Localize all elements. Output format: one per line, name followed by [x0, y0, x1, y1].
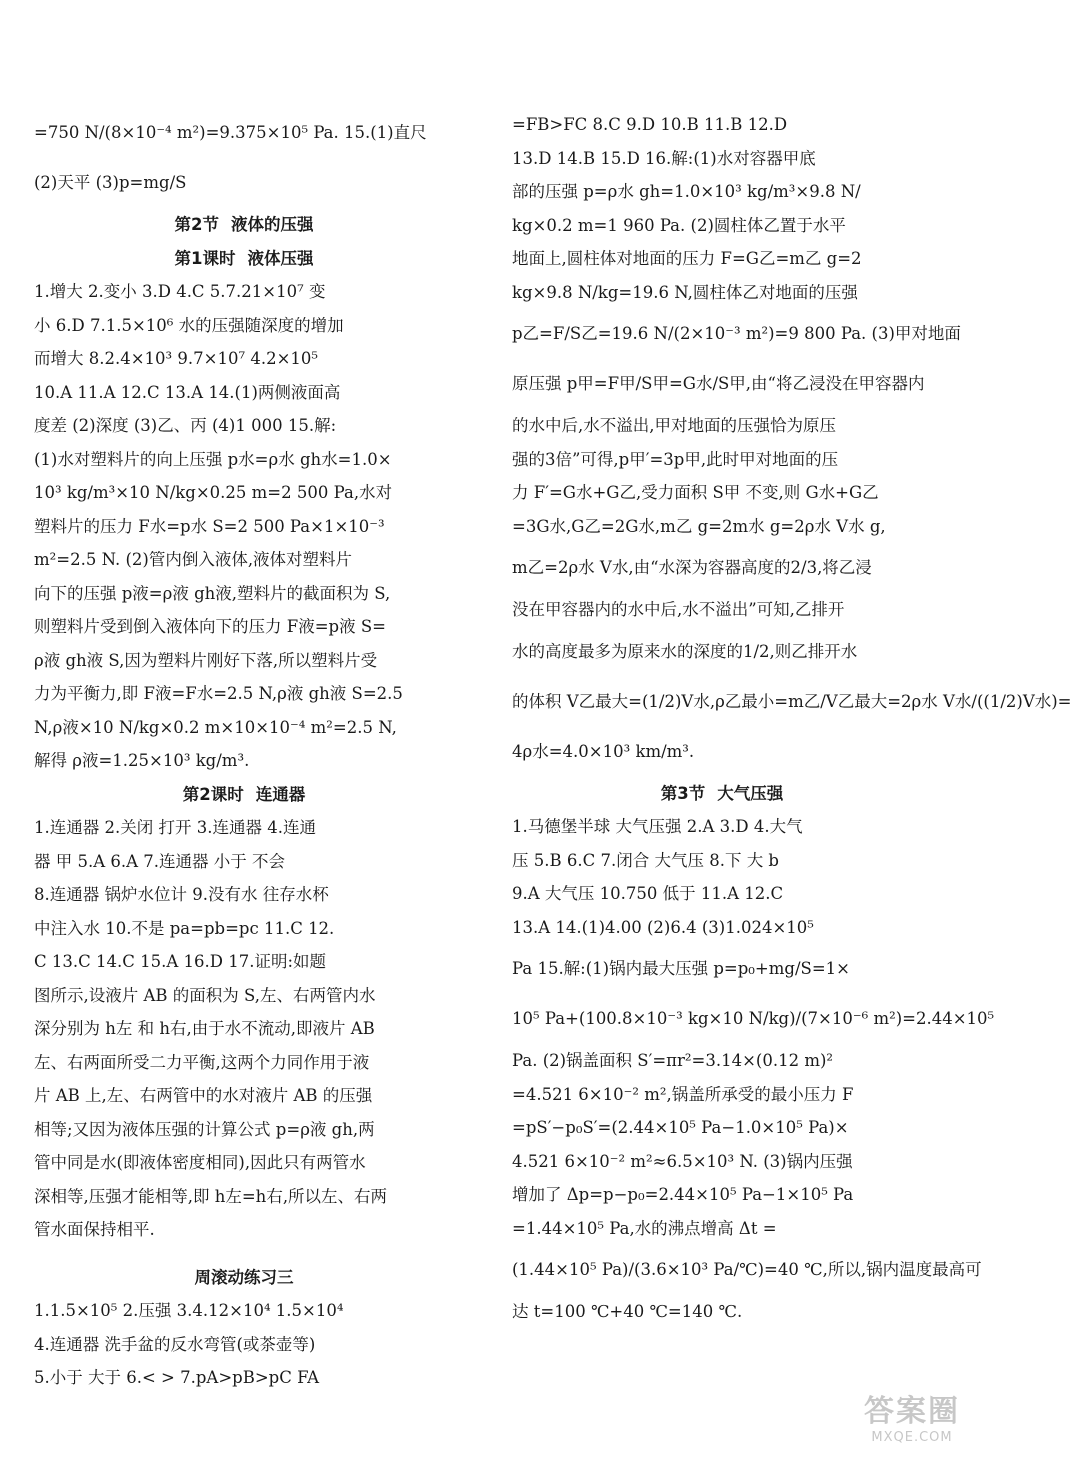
answer-line: 4.连通器 洗手盆的反水弯管(或茶壶等): [34, 1334, 316, 1354]
answer-line: 部的压强 p=ρ水 gh=1.0×10³ kg/m³×9.8 N/: [512, 182, 861, 201]
answer-line: 力 F′=G水+G乙,受力面积 S甲 不变,则 G水+G乙: [512, 483, 879, 502]
answer-line: 1.1.5×10⁵ 2.压强 3.4.12×10⁴ 1.5×10⁴: [34, 1301, 344, 1320]
lesson-heading: 第1课时 液体压强: [174, 248, 314, 268]
answer-line: =3G水,G乙=2G水,m乙 g=2m水 g=2ρ水 V水 g,: [512, 516, 886, 536]
answer-line: 10⁵ Pa+(100.8×10⁻³ kg×10 N/kg)/(7×10⁻⁶ m²)=2.44×10⁵: [512, 1009, 995, 1028]
lesson-heading: 第2课时 连通器: [182, 784, 306, 804]
answer-line: 没在甲容器内的水中后,水不溢出”可知,乙排开: [512, 600, 845, 619]
answer-line: 13.A 14.(1)4.00 (2)6.4 (3)1.024×10⁵: [512, 917, 814, 937]
answer-line: N,ρ液×10 N/kg×0.2 m×10×10⁻⁴ m²=2.5 N,: [34, 717, 397, 737]
weekly-practice-heading: 周滚动练习三: [194, 1267, 294, 1287]
answer-line: 向下的压强 p液=ρ液 gh液,塑料片的截面积为 S,: [34, 583, 391, 603]
answer-line: p乙=F/S乙=19.6 N/(2×10⁻³ m²)=9 800 Pa. (3)甲对地面: [512, 324, 961, 343]
answer-line: 管中同是水(即液体密度相同),因此只有两管水: [34, 1153, 366, 1172]
answer-line: 而增大 8.2.4×10³ 9.7×10⁷ 4.2×10⁵: [34, 349, 319, 368]
answer-line: 则塑料片受到倒入液体向下的压力 F液=p液 S=: [34, 617, 386, 636]
answer-line: 增加了 Δp=p−p₀=2.44×10⁵ Pa−1×10⁵ Pa: [512, 1185, 854, 1204]
answer-line: =pS′−p₀S′=(2.44×10⁵ Pa−1.0×10⁵ Pa)×: [512, 1118, 849, 1137]
answer-line: 水的高度最多为原来水的深度的1/2,则乙排开水: [512, 641, 858, 661]
answer-line: =4.521 6×10⁻² m²,锅盖所承受的最小压力 F: [512, 1084, 854, 1104]
answer-line: 9.A 大气压 10.750 低于 11.A 12.C: [512, 884, 784, 903]
section-heading: 第2节 液体的压强: [174, 215, 314, 234]
answer-line: (1.44×10⁵ Pa)/(3.6×10³ Pa/℃)=40 ℃,所以,锅内温度最高可: [512, 1260, 982, 1279]
answer-line: m²=2.5 N. (2)管内倒入液体,液体对塑料片: [34, 550, 353, 569]
answer-line: 中注入水 10.不是 pa=pb=pc 11.C 12.: [34, 918, 335, 938]
watermark-url: MXQE.COM: [871, 1430, 953, 1445]
answer-line: Pa. (2)锅盖面积 S′=πr²=3.14×(0.12 m)²: [512, 1051, 834, 1070]
answer-line: 力为平衡力,即 F液=F水=2.5 N,ρ液 gh液 S=2.5: [34, 684, 403, 703]
answer-line: 图所示,设液片 AB 的面积为 S,左、右两管内水: [34, 985, 376, 1005]
answer-line: 达 t=100 ℃+40 ℃=140 ℃.: [512, 1302, 743, 1321]
answer-line: 1.马德堡半球 大气压强 2.A 3.D 4.大气: [512, 817, 803, 836]
answer-line: C 13.C 14.C 15.A 16.D 17.证明:如题: [34, 952, 327, 971]
answer-line: ρ液 gh液 S,因为塑料片刚好下落,所以塑料片受: [34, 650, 378, 670]
answer-line: 压 5.B 6.C 7.闭合 大气压 8.下 大 b: [512, 850, 779, 870]
answer-line: 4.521 6×10⁻² m²≈6.5×10³ N. (3)锅内压强: [512, 1151, 853, 1171]
answer-line: 地面上,圆柱体对地面的压力 F=G乙=m乙 g=2: [512, 249, 862, 268]
answer-line: 原压强 p甲=F甲/S甲=G水/S甲,由“将乙浸没在甲容器内: [512, 374, 925, 393]
answer-line: 的体积 V乙最大=(1/2)V水,ρ乙最小=m乙/V乙最大=2ρ水 V水/((1/2)V水)=: [512, 691, 1072, 711]
answer-line: 管水面保持相平.: [34, 1220, 155, 1239]
answer-line: 片 AB 上,左、右两管中的水对液片 AB 的压强: [34, 1086, 373, 1105]
answer-line: =FB>FC 8.C 9.D 10.B 11.B 12.D: [512, 115, 788, 134]
answer-line: 塑料片的压力 F水=p水 S=2 500 Pa×1×10⁻³: [34, 516, 385, 536]
answer-line: 相等;又因为液体压强的计算公式 p=ρ液 gh,两: [34, 1119, 375, 1139]
answer-line: =1.44×10⁵ Pa,水的沸点增高 Δt =: [512, 1218, 777, 1238]
answer-line: 的水中后,水不溢出,甲对地面的压强恰为原压: [512, 416, 836, 435]
answer-line: 13.D 14.B 15.D 16.解:(1)水对容器甲底: [512, 148, 816, 168]
answer-line: 左、右两面所受二力平衡,这两个力同作用于液: [34, 1052, 370, 1072]
answer-line: 深分别为 h左 和 h右,由于水不流动,即液片 AB: [34, 1019, 375, 1038]
answer-line: (1)水对塑料片的向上压强 p水=ρ水 gh水=1.0×: [34, 449, 392, 469]
answer-line: 解得 ρ液=1.25×10³ kg/m³.: [34, 751, 250, 770]
left-column: [34, 108, 454, 1395]
answer-line: kg×0.2 m=1 960 Pa. (2)圆柱体乙置于水平: [512, 215, 846, 235]
watermark-logo-text: 答案圈: [864, 1394, 960, 1429]
answer-line: m乙=2ρ水 V水,由“水深为容器高度的2/3,将乙浸: [512, 558, 872, 577]
answer-line: 小 6.D 7.1.5×10⁶ 水的压强随深度的增加: [34, 315, 344, 335]
answer-line: 4ρ水=4.0×10³ km/m³.: [512, 741, 695, 761]
answer-line: 强的3倍”可得,p甲′=3p甲,此时甲对地面的压: [512, 449, 839, 469]
answer-line: 5.小于 大于 6.< > 7.pA>pB>pC FA: [34, 1368, 320, 1387]
section-heading: 第3节 大气压强: [660, 783, 784, 803]
answer-line: kg×9.8 N/kg=19.6 N,圆柱体乙对地面的压强: [512, 282, 858, 302]
answer-line: 10.A 11.A 12.C 13.A 14.(1)两侧液面高: [34, 382, 341, 402]
answer-line: (2)天平 (3)p=mg/S: [34, 173, 187, 192]
answer-line: Pa 15.解:(1)锅内最大压强 p=p₀+mg/S=1×: [512, 959, 850, 978]
right-column: [512, 108, 1072, 1329]
watermark-logo: [842, 1394, 982, 1454]
answer-line: 器 甲 5.A 6.A 7.连通器 小于 不会: [34, 851, 286, 871]
answer-line: 度差 (2)深度 (3)乙、丙 (4)1 000 15.解:: [34, 416, 337, 435]
answer-line: 1.连通器 2.关闭 打开 3.连通器 4.连通: [34, 818, 316, 837]
answer-line: 10³ kg/m³×10 N/kg×0.25 m=2 500 Pa,水对: [34, 483, 393, 502]
answer-line: 深相等,压强才能相等,即 h左=h右,所以左、右两: [34, 1186, 388, 1206]
answer-line: 1.增大 2.变小 3.D 4.C 5.7.21×10⁷ 变: [34, 282, 326, 301]
answer-line: =750 N/(8×10⁻⁴ m²)=9.375×10⁵ Pa. 15.(1)直尺: [34, 123, 427, 142]
answer-line: 8.连通器 锅炉水位计 9.没有水 往存水杯: [34, 885, 329, 904]
